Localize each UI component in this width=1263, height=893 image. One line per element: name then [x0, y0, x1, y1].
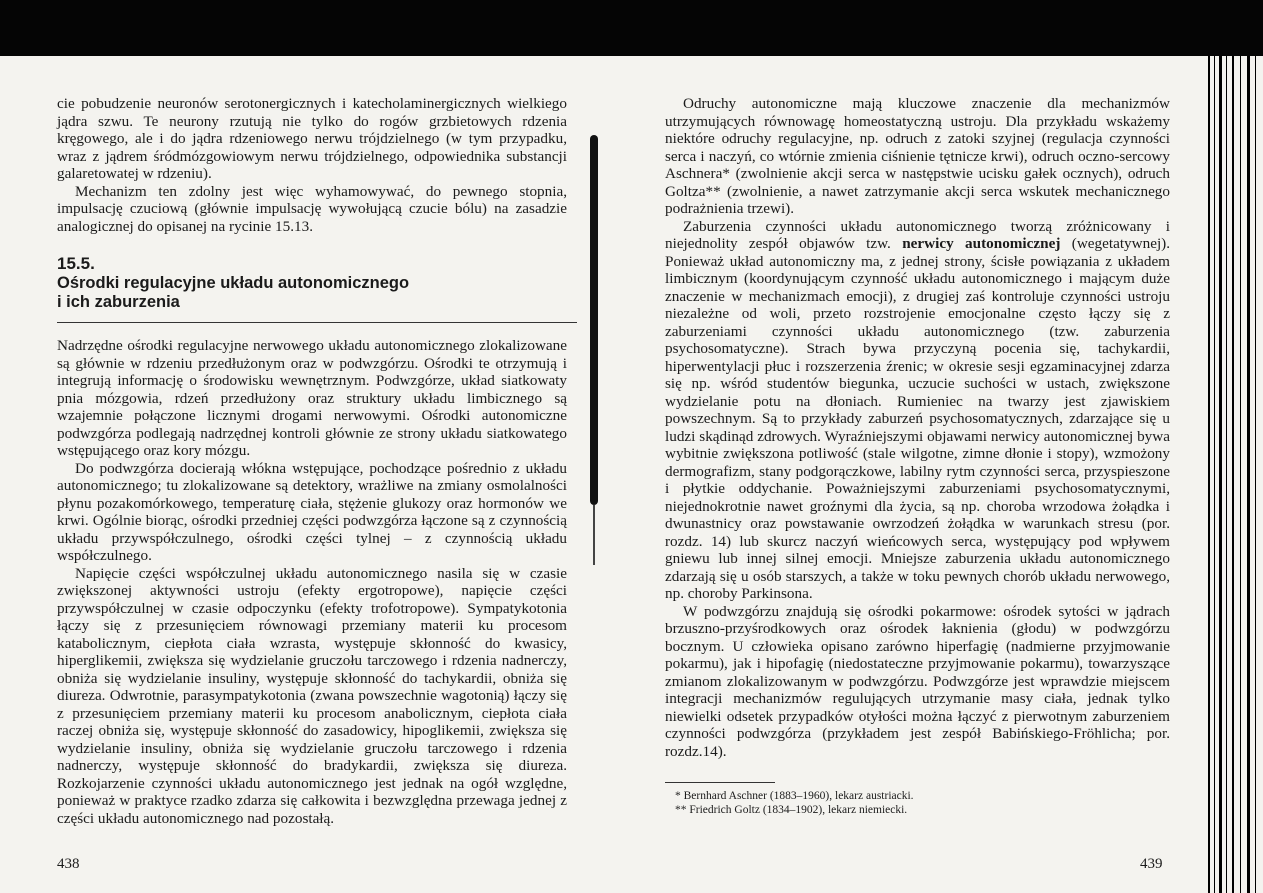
- right-paragraph-1: Odruchy autonomiczne mają kluczowe znaczenie dla mechanizmów utrzymujących równowagę homeostatyczną ustroju. Dla przykładu wskażemy niektóre odruchy regulacyjne, np. odruch z zatoki szyjnej (regulacja czynności serca i naczyń, co wtórnie zmienia ciśnienie tętnicze krwi), odruch oczno-sercowy Aschnera* (zwolnienie akcji serca w następstwie ucisku gałek ocznych), odruch Goltza** (zwolnienie, a nawet zatrzymanie akcji serca wskutek mechanicznego podrażnienia trzewi).: [665, 95, 1170, 217]
- right-page: [665, 95, 1170, 817]
- left-paragraph-4: Do podwzgórza docierają włókna wstępujące, pochodzące pośrednio z układu autonomicznego; tu zlokalizowane są detektory, wrażliwe na zmiany osmolalności płynu pozakomórkowego, temperaturę ciała, stężenie glukozy oraz hormonów we krwi. Ogólnie biorąc, ośrodki przedniej części podwzgórza łączone są z czynnością układu przywspółczulnego, ośrodki części tylnej – z czynnością układu współczulnego.: [57, 459, 567, 564]
- footnote-1: * Bernhard Aschner (1883–1960), lekarz austriacki.: [675, 790, 914, 802]
- section-rule: [57, 322, 577, 323]
- left-paragraph-5: Napięcie części współczulnej układu autonomicznego nasila się w czasie zwiększonej aktywności ustroju (efekty ergotropowe), napięcie części przywspółczulnej w czasie odpoczynku (efekty trofotropowe). Sympatykotonia łączy się z przesunięciem równowagi przemiany materii ku procesom katabolicznym, ciepłota ciała wzrasta, występuje skłonność do kwasicy, hiperglikemii, zwiększa się wydzielanie gruczołu tarczowego i rdzenia nadnerczy, obniża się wydzielanie insuliny, występuje skłonność do tachykardii, obniża się diureza. Odwrotnie, parasympatykotonia (zwana powszechnie wagotonią) łączy się z przesunięciem przemiany materii ku procesom anabolicznym, ciepłota ciała raczej obniża się, występuje skłonność do zasadowicy, hipoglikemii, zwiększa się wydzielanie insuliny, obniża się wydzielanie gruczołu tarczowego i rdzenia nadnerczy, występuje skłonność do bradykardii, zwiększa się diureza. Rozkojarzenie czynności układu autonomicznego jest jednak na ogół względne, ponieważ w praktyce rzadko zdarza się całkowita i bezwzględna przewaga jednej z części układu autonomicznego nad pozostałą.: [57, 564, 567, 827]
- left-paragraph-3: Nadrzędne ośrodki regulacyjne nerwowego układu autonomicznego zlokalizowane są głównie w rdzeniu przedłużonym oraz w podwzgórzu. Ośrodki te otrzymują i integrują informację o środowisku wewnętrznym. Podwzgórze, układ siatkowaty pnia mózgowia, rdzeń przedłużony oraz struktury układu limbicznego są wzajemnie połączone licznymi drogami nerwowymi. Ośrodki autonomiczne podwzgórza podlegają nadrzędnej kontroli głównie ze strony układu siatkowatego wstępującego oraz kory mózgu.: [57, 337, 567, 459]
- right-paragraph-3: W podwzgórzu znajdują się ośrodki pokarmowe: ośrodek sytości w jądrach brzuszno-przyśrodkowych oraz ośrodek łaknienia (głodu) w podwzgórzu bocznym. U człowieka opisano zarówno hiperfagię (nadmierne przyjmowanie pokarmu), jak i hipofagię (niedostateczne przyjmowanie pokarmu), towarzyszące zmianom zlokalizowanym w podwzgórzu. Podwzgórze jest wprawdzie miejscem integracji mechanizmów regulujących utrzymanie masy ciała, jednak tylko niewielki odsetek przypadków otyłości można łączyć z pierwotnym zaburzeniem czynności podwzgórza (przykładem jest zespół Babińskiego-Fröhlicha; por. rozdz.14).: [665, 602, 1170, 760]
- page-edges: [1200, 56, 1263, 893]
- section-title-line-1: Ośrodki regulacyjne układu autonomicznego: [57, 274, 410, 292]
- left-page-number: 438: [57, 856, 80, 872]
- left-paragraph-1: cie pobudzenie neuronów serotonergicznych i katecholaminergicznych wielkiego jądra szwu. Te neurony rzutują nie tylko do rogów grzbietowych rdzenia kręgowego, ale i do jądra rdzeniowego nerwu trójdzielnego (w tym przypadku, wraz z jądrem śródmózgowiowym nerwu trójdzielnego, odpowiednika substancji galaretowatej w rdzeniu).: [57, 95, 567, 182]
- footnote-rule: [665, 782, 775, 783]
- left-paragraph-2: Mechanizm ten zdolny jest więc wyhamowywać, do pewnego stopnia, impulsację czuciową (głównie impulsację wywołującą czucie bólu) na zasadzie analogicznej do opisanej na rycinie 15.13.: [57, 182, 567, 235]
- right-paragraph-2-start: Zaburzenia czynności układu autonomicznego tworzą zróżnicowany i niejednolity zespół objawów tzw.: [665, 217, 1170, 252]
- footnote-2: ** Friedrich Goltz (1834–1902), lekarz niemiecki.: [675, 804, 908, 816]
- section-heading: [57, 254, 567, 312]
- scan-top-shadow: [0, 0, 1263, 56]
- right-paragraph-2-rest: (wegetatywnej). Ponieważ układ autonomiczny ma, z jednej strony, ścisłe powiązania z układem limbicznym (koordynującym czynność układu autonomicznego i mającym duże znaczenie w mechanizmach emocji), z drugiej zaś kontroluje czynności ustroju niezależne od woli, przeto rozstrojenie emocjonalne często łączy się z zaburzeniami czynności układu autonomicznego (tzw. zaburzenia psychosomatyczne). Strach bywa przyczyną pocenia się, tachykardii, hiperwentylacji płuc i rozszerzenia źrenic; w okresie sesji egzaminacyjnej zdarza się np. wśród studentów biegunka, uczucie suchości w ustach, zwiększone wydzielanie potu na dłoniach. Rumieniec na twarzy jest zjawiskiem powszechnym. Są to przykłady zaburzeń psychosomatycznych, zdarzające się u ludzi skądinąd zdrowych. Wyraźniejszymi objawami nerwicy autonomicznej bywa wybitnie zwiększona potliwość (stale wilgotne, zimne dłonie i stopy), wzmożony dermografizm, stany podgorączkowe, labilny rytm czynności serca, przyspieszone i płytkie oddychanie. Poważniejszymi zaburzeniami psychosomatycznymi, niejednokrotnie nawet groźnymi dla życia, są np. choroba wrzodowa żołądka i dwunastnicy oraz powstawanie owrzodzeń żołądka w warunkach stresu (por. rozdz. 14) lub skurcz naczyń wieńcowych serca, występujący pod wpływem gniewu lub innej silnej emocji. Mniejsze zaburzenia układu autonomicznego zdarzają się u osób starszych, a także w toku pewnych chorób układu nerwowego, np. choroby Parkinsona.: [665, 235, 1171, 602]
- section-number: 15.5.: [57, 254, 95, 273]
- book-spine-shadow: [590, 135, 598, 505]
- term-nerwica-autonomiczna: nerwicy autonomicznej: [902, 235, 1061, 252]
- left-page: [57, 95, 567, 827]
- book-spine-shadow-lower: [593, 505, 595, 565]
- right-paragraph-2: [665, 218, 1170, 603]
- section-title-line-2: i ich zaburzenia: [57, 293, 180, 311]
- right-page-number: 439: [1140, 856, 1163, 872]
